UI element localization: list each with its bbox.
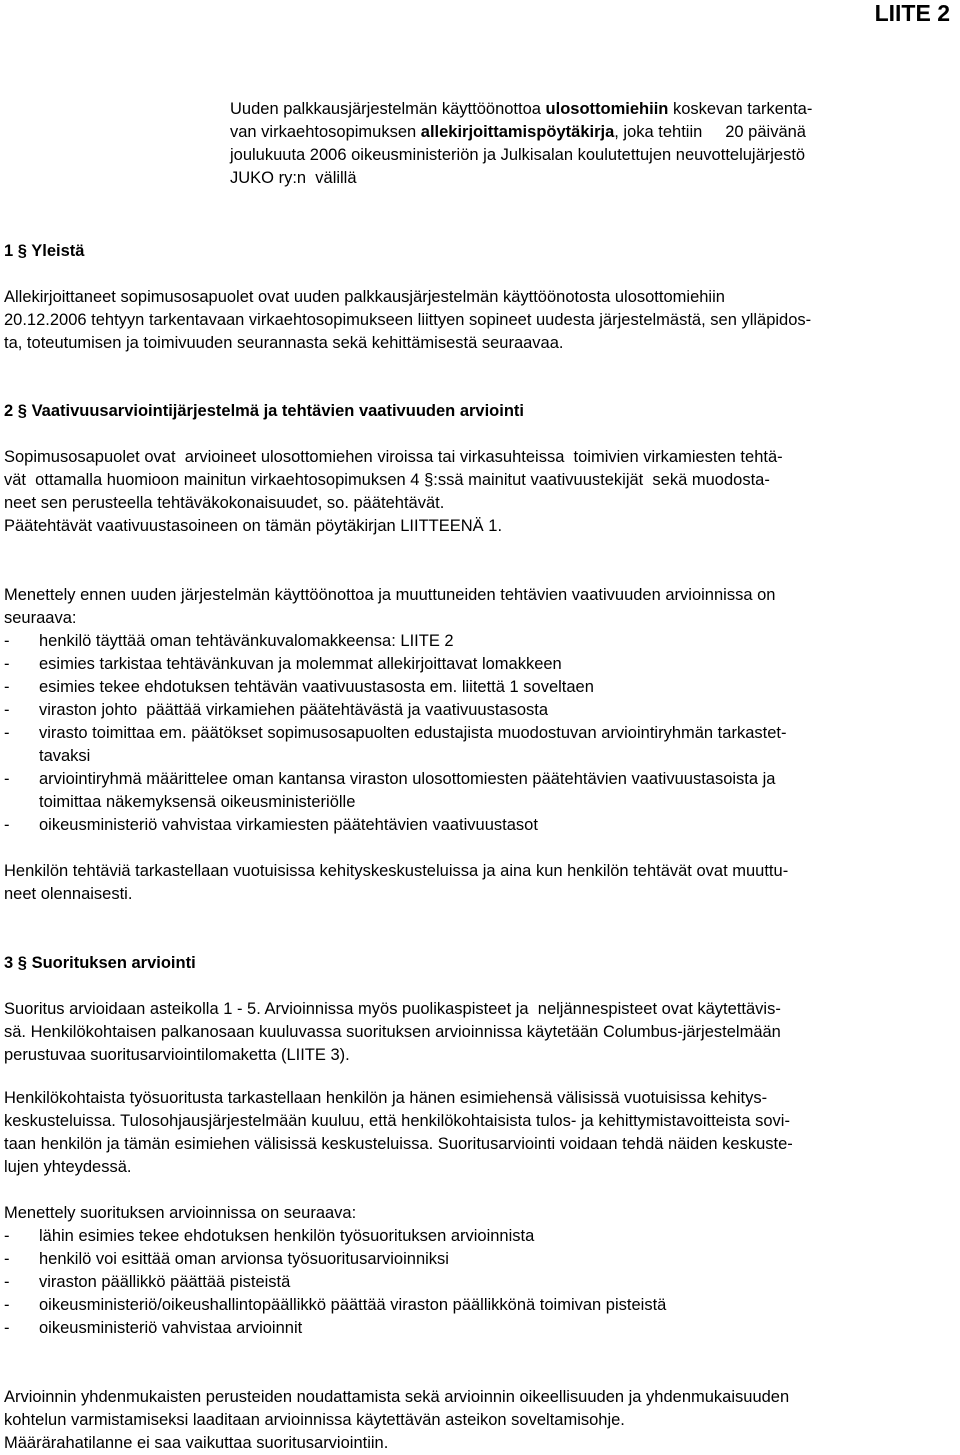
section-1-heading	[4, 240, 948, 263]
list-item: - viraston johto päättää virkamiehen päätehtävästä ja vaativuustasosta	[4, 699, 948, 722]
text-line: Sopimusosapuolet ovat arvioineet ulosottomiehen viroissa tai virkasuhteissa toimivien virkamiesten tehtä-	[4, 448, 783, 466]
list-item: - oikeusministeriö/oikeushallintopäällikkö päättää viraston päällikkönä toimivan pisteistä	[4, 1294, 948, 1317]
text-line: Menettely ennen uuden järjestelmän käyttöönottoa ja muuttuneiden tehtävien vaativuuden arvioinnissa on	[4, 586, 776, 604]
text-line: ta, toteutumisen ja toimivuuden seurannasta sekä kehittämisestä seuraavaa.	[4, 334, 564, 352]
list-item: - esimies tekee ehdotuksen tehtävän vaativuustasosta em. liitettä 1 soveltaen	[4, 676, 948, 699]
text-line: seuraava:	[4, 609, 77, 627]
text-line: Henkilökohtaista työsuoritusta tarkastellaan henkilön ja hänen esimiehensä välisissä vuotuisissa kehitys-	[4, 1089, 768, 1107]
section-3-procedure-intro: Menettely suorituksen arvioinnissa on seuraava:	[4, 1204, 357, 1222]
text-line: Arvioinnin yhdenmukaisten perusteiden noudattamista sekä arvioinnin oikeellisuuden ja yhdenmukaisuuden	[4, 1388, 790, 1406]
list-item: - virasto toimittaa em. päätökset sopimusosapuolten edustajista muodostuvan arviointiryhmän tarkastet- tavaksi	[4, 722, 948, 768]
text-line: 20.12.2006 tehtyyn tarkentavaan virkaehtosopimukseen liittyen sopineet uudesta järjestelmästä, sen ylläpidos-	[4, 311, 812, 329]
intro-line: Uuden palkkausjärjestelmän käyttöönottoa ulosottomiehiin koskevan tarkenta-	[230, 100, 813, 118]
text-line: sä. Henkilökohtaisen palkanosaan kuuluvassa suorituksen arvioinnissa käytetään Columbus-järjestelmään	[4, 1023, 781, 1041]
list-item: - henkilö täyttää oman tehtävänkuvalomakkeensa: LIITE 2	[4, 630, 948, 653]
section-title: Suorituksen arviointi	[31, 954, 196, 972]
section-2-procedure-intro	[4, 584, 948, 630]
text-line: neet olennaisesti.	[4, 885, 133, 903]
text-line: perustuvaa suoritusarviointilomaketta (LIITE 3).	[4, 1046, 350, 1064]
section-3-heading	[4, 952, 948, 975]
list-item: - henkilö voi esittää oman arvionsa työsuoritusarvioinniksi	[4, 1248, 948, 1271]
intro-paragraph	[230, 98, 946, 190]
section-number: 1	[4, 242, 14, 260]
text-line: taan henkilön ja tämän esimiehen välisissä keskusteluissa. Suoritusarviointi voidaan tehdä näiden keskuste-	[4, 1135, 793, 1153]
intro-keyword-signing-protocol: allekirjoittamispöytäkirja	[420, 123, 615, 141]
intro-line: van virkaehtosopimuksen allekirjoittamispöytäkirja, joka tehtiin 20 päivänä	[230, 123, 806, 141]
text-line: kohtelun varmistamiseksi laaditaan arvioinnissa käytettävän asteikon soveltamisohje.	[4, 1411, 625, 1429]
intro-line: JUKO ry:n välillä	[230, 169, 357, 187]
section-2-review-paragraph	[4, 860, 948, 906]
list-item: - viraston päällikkö päättää pisteistä	[4, 1271, 948, 1294]
section-2-paragraph	[4, 446, 948, 538]
section-3-closing-paragraph	[4, 1386, 948, 1455]
section-title: Vaativuusarviointijärjestelmä ja tehtävien vaativuuden arviointi	[31, 402, 524, 420]
text-line: Määrärahatilanne ei saa vaikuttaa suoritusarviointiin.	[4, 1434, 389, 1452]
section-number: 3	[4, 954, 14, 972]
appendix-label: LIITE 2	[874, 0, 950, 26]
intro-keyword-ulosottomiehiin: ulosottomiehiin	[545, 100, 669, 118]
text-line: Päätehtävät vaativuustasoineen on tämän pöytäkirjan LIITTEENÄ 1.	[4, 517, 503, 535]
section-2-heading	[4, 400, 948, 423]
section-3-paragraph-1	[4, 998, 948, 1067]
list-item: - esimies tarkistaa tehtävänkuvan ja molemmat allekirjoittavat lomakkeen	[4, 653, 948, 676]
section-sign: §	[17, 242, 27, 260]
section-3-procedure-list	[4, 1225, 948, 1340]
text-line: lujen yhteydessä.	[4, 1158, 132, 1176]
text-line: vät ottamalla huomioon mainitun virkaehtosopimuksen 4 §:ssä mainitut vaativuustekijät sekä muodosta-	[4, 471, 770, 489]
list-item: - oikeusministeriö vahvistaa arvioinnit	[4, 1317, 948, 1340]
section-sign: §	[17, 954, 27, 972]
text-line: Allekirjoittaneet sopimusosapuolet ovat uuden palkkausjärjestelmän käyttöönotosta ulosottomiehiin	[4, 288, 725, 306]
list-item: - oikeusministeriö vahvistaa virkamiesten päätehtävien vaativuustasot	[4, 814, 948, 837]
section-title: Yleistä	[31, 242, 85, 260]
intro-line: joulukuuta 2006 oikeusministeriön ja Julkisalan koulutettujen neuvottelujärjestö	[230, 146, 806, 164]
section-sign: §	[17, 402, 27, 420]
text-line: Henkilön tehtäviä tarkastellaan vuotuisissa kehityskeskusteluissa ja aina kun henkilön tehtävät ovat muuttu-	[4, 862, 789, 880]
text-line: neet sen perusteella tehtäväkokonaisuudet, so. päätehtävät.	[4, 494, 445, 512]
text-line: Suoritus arvioidaan asteikolla 1 - 5. Arvioinnissa myös puolikaspisteet ja neljännespisteet ovat käytettävis-	[4, 1000, 781, 1018]
text-line: keskusteluissa. Tulosohjausjärjestelmään kuuluu, että henkilökohtaisista tulos- ja kehittymistavoitteista sovi-	[4, 1112, 790, 1130]
section-3-paragraph-2	[4, 1087, 948, 1179]
list-item: - lähin esimies tekee ehdotuksen henkilön työsuorituksen arvioinnista	[4, 1225, 948, 1248]
list-item: - arviointiryhmä määrittelee oman kantansa viraston ulosottomiesten päätehtävien vaativuustasoista ja toimittaa näkemyksensä oikeusministeriölle	[4, 768, 948, 814]
section-2-procedure-list	[4, 630, 948, 837]
section-sign: §	[424, 471, 434, 489]
section-number: 2	[4, 402, 14, 420]
section-1-paragraph	[4, 286, 948, 355]
